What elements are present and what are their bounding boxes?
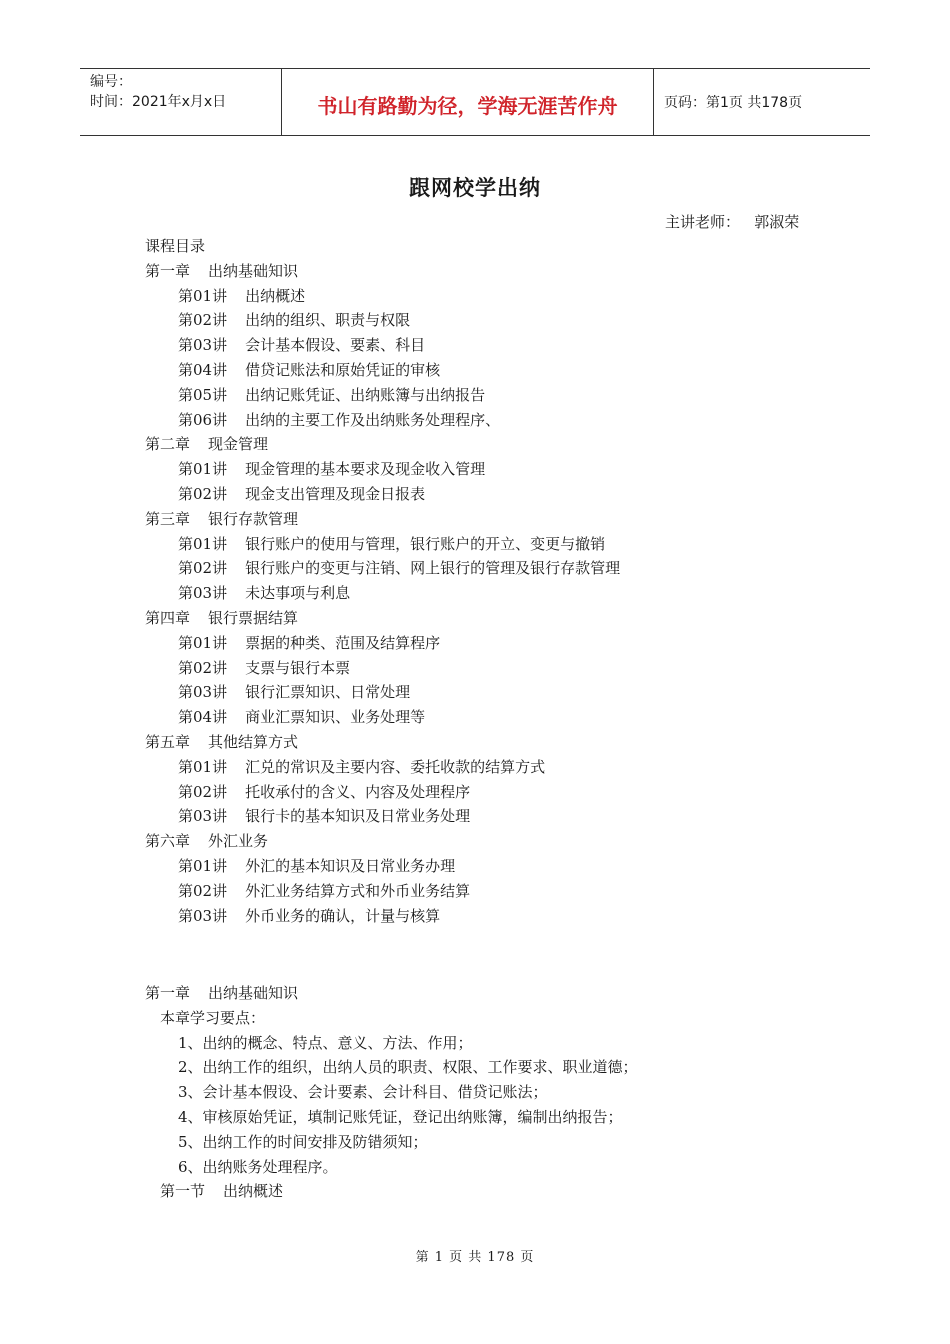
toc-lesson: [145, 358, 845, 383]
document-title: 跟网校学出纳: [409, 176, 541, 200]
toc-lesson: [145, 482, 845, 507]
lesson-label: 第03讲: [178, 906, 228, 925]
learning-point: 6、出纳账务处理程序。: [178, 1157, 338, 1176]
lesson-label: 第03讲: [178, 336, 228, 355]
toc-chapter: [145, 829, 845, 854]
chapter-label: 第五章: [145, 732, 191, 751]
toc-chapter: [145, 259, 845, 284]
toc-lesson: [145, 408, 845, 433]
learning-point: 1、出纳的概念、特点、意义、方法、作用；: [178, 1033, 473, 1052]
lesson-name: 出纳概述: [245, 286, 306, 305]
toc-lesson: [145, 556, 845, 581]
toc-lesson: [145, 780, 845, 805]
chapter-name: 外汇业务: [208, 832, 269, 851]
header-meta-cell: [80, 69, 282, 135]
lesson-name: 商业汇票知识、业务处理等: [245, 708, 426, 727]
lesson-label: 第04讲: [178, 360, 228, 379]
toc-chapters: [145, 259, 845, 929]
lesson-name: 银行汇票知识、日常处理: [245, 683, 411, 702]
chapter-one-section: [145, 981, 845, 1204]
toc-lesson: [145, 333, 845, 358]
page-header-table: [80, 68, 870, 136]
subsection-label: 第一节: [160, 1182, 206, 1201]
toc-lesson: [145, 581, 845, 606]
toc-lesson: [145, 854, 845, 879]
subsection-name: 出纳概述: [223, 1182, 284, 1201]
learning-points-heading: 本章学习要点：: [160, 1008, 266, 1027]
learning-point: 3、会计基本假设、会计要素、会计科目、借贷记账法；: [178, 1083, 548, 1102]
toc-lesson: [145, 804, 845, 829]
lesson-name: 支票与银行本票: [245, 658, 351, 677]
table-of-contents: [145, 234, 845, 928]
toc-lesson: [145, 631, 845, 656]
section-chapter-name: 出纳基础知识: [208, 984, 299, 1002]
lesson-label: 第03讲: [178, 807, 228, 826]
toc-lesson: [145, 879, 845, 904]
chapter-label: 第六章: [145, 832, 191, 851]
lesson-name: 外币业务的确认，计量与核算: [245, 906, 441, 925]
learning-point: 4、审核原始凭证，填制记账凭证，登记出纳账簿，编制出纳报告；: [178, 1107, 623, 1126]
lesson-label: 第01讲: [178, 757, 228, 776]
toc-heading: 课程目录: [145, 237, 206, 255]
lesson-name: 现金管理的基本要求及现金收入管理: [245, 460, 486, 479]
section-chapter-heading: [145, 981, 845, 1006]
lesson-name: 银行账户的变更与注销、网上银行的管理及银行存款管理: [245, 559, 621, 578]
lesson-label: 第01讲: [178, 460, 228, 479]
learning-point: 2、出纳工作的组织，出纳人员的职责、权限、工作要求、职业道德；: [178, 1058, 638, 1077]
lesson-name: 出纳的主要工作及出纳账务处理程序、: [245, 410, 501, 429]
toc-lesson: [145, 680, 845, 705]
lesson-name: 出纳记账凭证、出纳账簿与出纳报告: [245, 385, 486, 404]
toc-chapter: [145, 606, 845, 631]
toc-lesson: [145, 457, 845, 482]
learning-points-list: [145, 1031, 845, 1180]
lesson-name: 汇兑的常识及主要内容、委托收款的结算方式: [245, 757, 546, 776]
lesson-label: 第05讲: [178, 385, 228, 404]
lesson-label: 第01讲: [178, 286, 228, 305]
lesson-label: 第02讲: [178, 559, 228, 578]
lesson-label: 第01讲: [178, 856, 228, 875]
lesson-name: 外汇业务结算方式和外币业务结算: [245, 881, 471, 900]
lesson-name: 未达事项与利息: [245, 584, 351, 603]
chapter-name: 银行存款管理: [208, 509, 299, 528]
document-time-label: 时间：2021年x月x日: [90, 94, 227, 110]
header-motto: 书山有路勤为径，学海无涯苦作舟: [282, 69, 654, 135]
lesson-label: 第06讲: [178, 410, 228, 429]
lesson-name: 现金支出管理及现金日报表: [245, 484, 426, 503]
chapter-label: 第四章: [145, 608, 191, 627]
lesson-label: 第02讲: [178, 658, 228, 677]
learning-point: 5、出纳工作的时间安排及防错须知；: [178, 1132, 428, 1151]
lesson-label: 第01讲: [178, 534, 228, 553]
lesson-label: 第02讲: [178, 311, 228, 330]
toc-chapter: [145, 432, 845, 457]
lesson-name: 出纳的组织、职责与权限: [245, 311, 411, 330]
lesson-name: 银行卡的基本知识及日常业务处理: [245, 807, 471, 826]
header-page-info: 页码：第1页 共178页: [664, 95, 803, 111]
toc-lesson: [145, 904, 845, 929]
toc-lesson: [145, 532, 845, 557]
toc-lesson: [145, 284, 845, 309]
chapter-name: 其他结算方式: [208, 732, 299, 751]
lesson-label: 第01讲: [178, 633, 228, 652]
toc-lesson: [145, 705, 845, 730]
lesson-name: 银行账户的使用与管理，银行账户的开立、变更与撤销: [245, 534, 606, 553]
lesson-label: 第02讲: [178, 484, 228, 503]
chapter-label: 第一章: [145, 261, 191, 280]
page-footer: 第 1 页 共 178 页: [415, 1250, 535, 1265]
lesson-label: 第03讲: [178, 584, 228, 603]
lesson-label: 第03讲: [178, 683, 228, 702]
chapter-label: 第三章: [145, 509, 191, 528]
lesson-name: 借贷记账法和原始凭证的审核: [245, 360, 441, 379]
toc-chapter: [145, 507, 845, 532]
toc-chapter: [145, 730, 845, 755]
toc-lesson: [145, 383, 845, 408]
chapter-name: 出纳基础知识: [208, 261, 299, 280]
lesson-name: 托收承付的含义、内容及处理程序: [245, 782, 471, 801]
toc-lesson: [145, 755, 845, 780]
lesson-label: 第02讲: [178, 881, 228, 900]
chapter-label: 第二章: [145, 435, 191, 454]
lesson-label: 第02讲: [178, 782, 228, 801]
lesson-label: 第04讲: [178, 708, 228, 727]
document-code-label: 编号：: [90, 74, 132, 90]
section-chapter-label: 第一章: [145, 984, 191, 1002]
lesson-name: 会计基本假设、要素、科目: [245, 336, 426, 355]
toc-lesson: [145, 308, 845, 333]
chapter-name: 现金管理: [208, 435, 269, 454]
chapter-name: 银行票据结算: [208, 608, 299, 627]
subsection-heading: [145, 1179, 845, 1204]
lesson-name: 外汇的基本知识及日常业务办理: [245, 856, 456, 875]
lesson-name: 票据的种类、范围及结算程序: [245, 633, 441, 652]
toc-lesson: [145, 656, 845, 681]
teacher-line: 主讲老师： 郭淑荣: [665, 213, 800, 231]
